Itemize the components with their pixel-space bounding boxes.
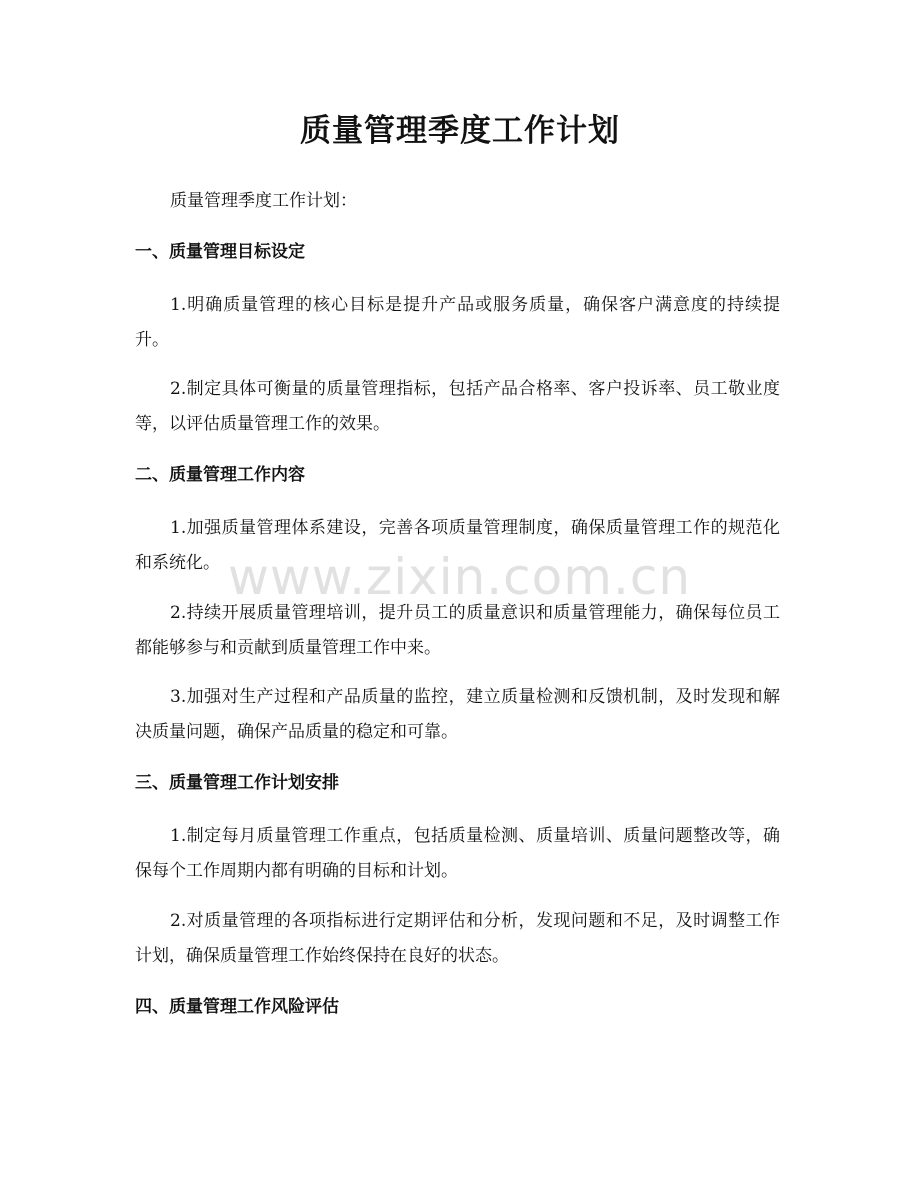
section-heading-3: 三、质量管理工作计划安排 (135, 773, 339, 793)
section-2-paragraph-1: 1.加强质量管理体系建设，完善各项质量管理制度，确保质量管理工作的规范化和系统化。 (135, 518, 780, 573)
section-heading-1: 一、质量管理目标设定 (135, 242, 305, 262)
document-title: 质量管理季度工作计划 (300, 113, 620, 149)
section-3-paragraph-2: 2.对质量管理的各项指标进行定期评估和分析，发现问题和不足，及时调整工作计划，确保质量管理工作始终保持在良好的状态。 (135, 911, 780, 966)
section-1-paragraph-2: 2.制定具体可衡量的质量管理指标，包括产品合格率、客户投诉率、员工敬业度等，以评估质量管理工作的效果。 (135, 379, 780, 434)
section-3-paragraph-1: 1.制定每月质量管理工作重点，包括质量检测、质量培训、质量问题整改等，确保每个工作周期内都有明确的目标和计划。 (135, 826, 780, 881)
section-heading-2: 二、质量管理工作内容 (135, 465, 305, 485)
section-2-paragraph-2: 2.持续开展质量管理培训，提升员工的质量意识和质量管理能力，确保每位员工都能够参与和贡献到质量管理工作中来。 (135, 603, 780, 658)
section-2-paragraph-3: 3.加强对生产过程和产品质量的监控，建立质量检测和反馈机制，及时发现和解决质量问题，确保产品质量的稳定和可靠。 (135, 687, 780, 742)
intro-text: 质量管理季度工作计划： (170, 191, 357, 211)
watermark: www.zixin.com.cn (228, 548, 692, 606)
section-heading-4: 四、质量管理工作风险评估 (135, 997, 339, 1017)
section-1-paragraph-1: 1.明确质量管理的核心目标是提升产品或服务质量，确保客户满意度的持续提升。 (135, 295, 780, 350)
